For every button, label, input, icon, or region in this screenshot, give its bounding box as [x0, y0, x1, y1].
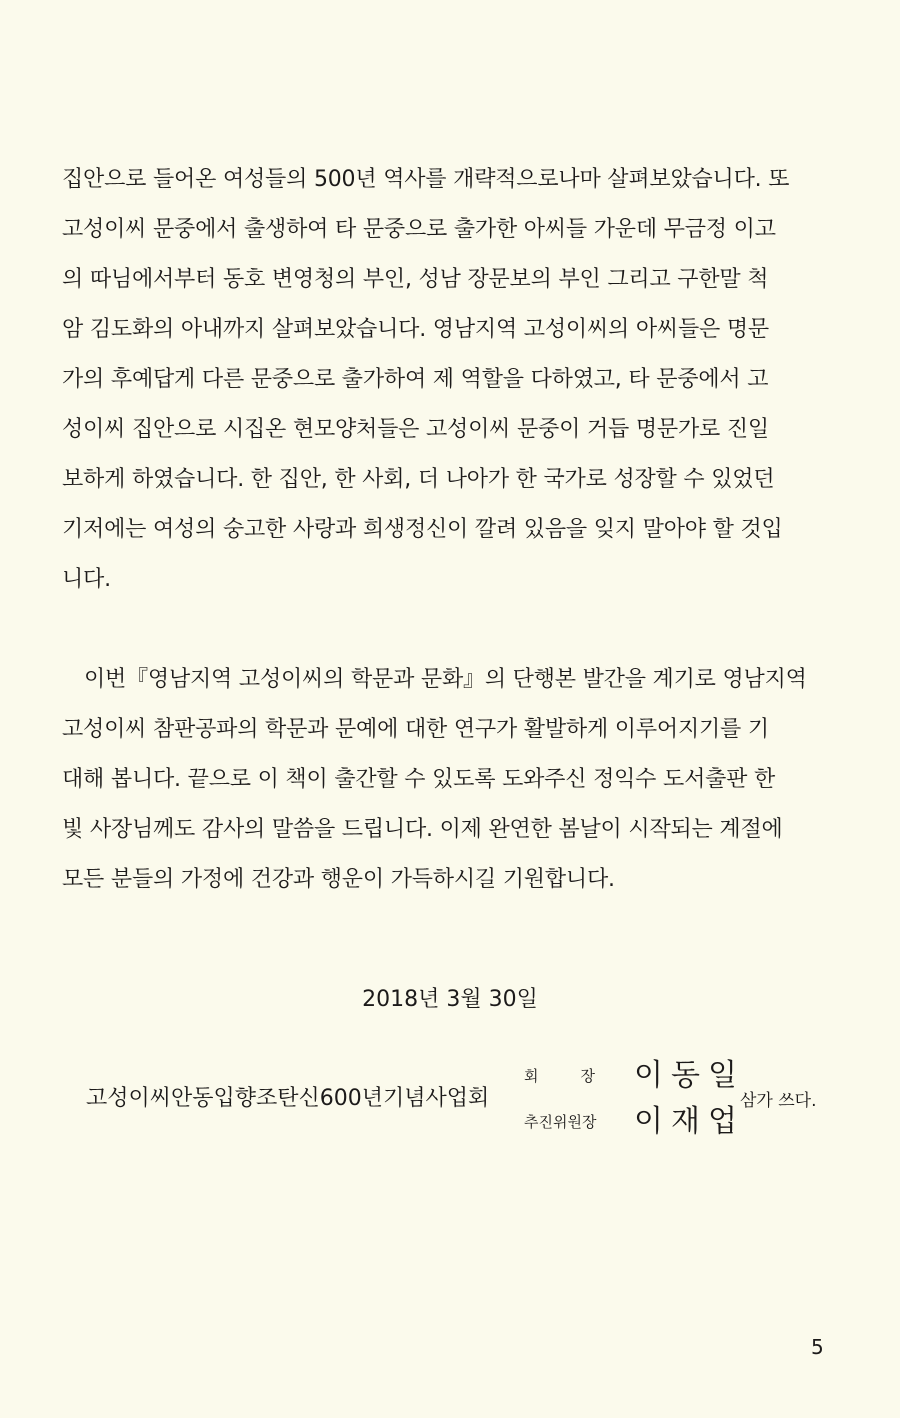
text-line: 이번『영남지역 고성이씨의 학문과 문화』의 단행본 발간을 계기로 영남지역 — [84, 667, 807, 692]
text-line: 니다. — [62, 567, 111, 592]
text-line: 고성이씨 문중에서 출생하여 타 문중으로 출가한 아씨들 가운데 무금정 이고 — [62, 217, 776, 242]
executive-role: 추진위원장 — [524, 1113, 597, 1131]
chair-role: 회장 — [524, 1067, 637, 1085]
text-line: 모든 분들의 가정에 건강과 행운이 가득하시길 기원합니다. — [62, 867, 615, 892]
chair-name: 이동일 — [634, 1058, 745, 1093]
text-line: 보하게 하였습니다. 한 집안, 한 사회, 더 나아가 한 국가로 성장할 수 있었던 — [62, 467, 775, 492]
text-line: 기저에는 여성의 숭고한 사랑과 희생정신이 깔려 있음을 잊지 말아야 할 것입 — [62, 517, 783, 542]
text-line: 성이씨 집안으로 시집온 현모양처들은 고성이씨 문중이 거듭 명문가로 진일 — [62, 417, 769, 442]
organization-name: 고성이씨안동입향조탄신600년기념사업회 — [86, 1086, 490, 1111]
signature-date: 2018년 3월 30일 — [362, 987, 538, 1012]
text-line: 고성이씨 참판공파의 학문과 문예에 대한 연구가 활발하게 이루어지기를 기 — [62, 717, 769, 742]
text-line: 가의 후예답게 다른 문중으로 출가하여 제 역할을 다하였고, 타 문중에서 고 — [62, 367, 769, 392]
text-line: 빛 사장님께도 감사의 말씀을 드립니다. 이제 완연한 봄날이 시작되는 계절에 — [62, 817, 783, 842]
text-line: 대해 봅니다. 끝으로 이 책이 출간할 수 있도록 도와주신 정익수 도서출판 한 — [62, 767, 776, 792]
closing-text: 삼가 쓰다. — [740, 1091, 817, 1111]
page-number: 5 — [811, 1335, 824, 1359]
text-line: 의 따님에서부터 동호 변영청의 부인, 성남 장문보의 부인 그리고 구한말 척 — [62, 267, 769, 292]
text-line: 암 김도화의 아내까지 살펴보았습니다. 영남지역 고성이씨의 아씨들은 명문 — [62, 317, 769, 342]
executive-name: 이재업 — [634, 1104, 745, 1139]
text-line: 집안으로 들어온 여성들의 500년 역사를 개략적으로나마 살펴보았습니다. 또 — [62, 167, 790, 192]
